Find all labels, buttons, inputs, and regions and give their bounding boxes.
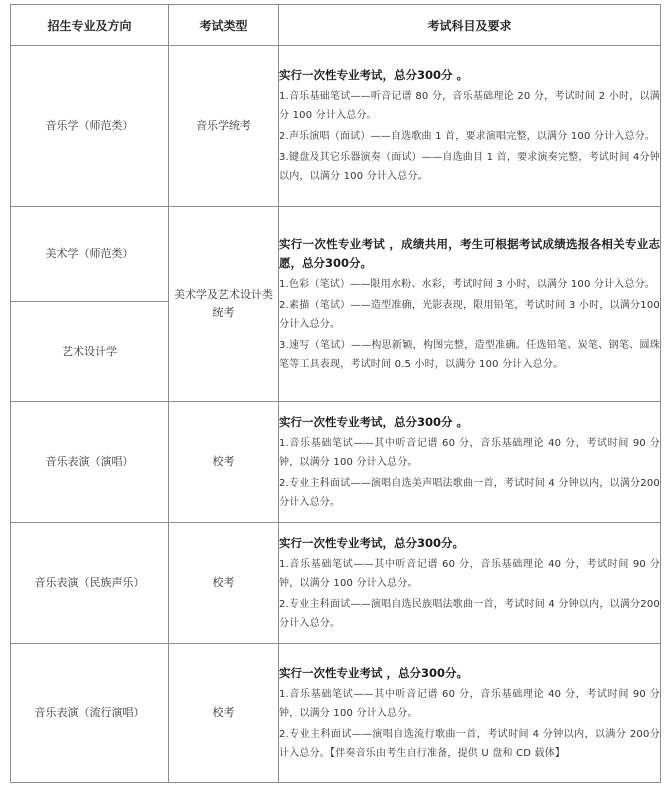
requirement-headline: 实行一次性专业考试 ，总分300分。 xyxy=(279,665,469,680)
requirements-cell xyxy=(279,207,661,402)
requirement-item: 1.音乐基础笔试——其中听音记谱 60 分，音乐基础理论 40 分，考试时间 90 分钟，以满分 100 分计入总分。 xyxy=(279,437,660,468)
requirements-cell xyxy=(279,402,661,523)
major-cell: 音乐表演（演唱） xyxy=(11,402,169,523)
header-exam-type: 考试类型 xyxy=(169,5,279,46)
requirements-cell xyxy=(279,644,661,783)
exam-type-cell: 美术学及艺术设计类统考 xyxy=(169,207,279,402)
table-row xyxy=(11,523,661,644)
requirements-cell xyxy=(279,523,661,644)
major-cell: 音乐学（师范类） xyxy=(11,46,169,207)
requirement-item: 1.音乐基础笔试——其中听音记谱 60 分，音乐基础理论 40 分，考试时间 90 分钟，以满分 100 分计入总分。 xyxy=(279,688,660,719)
major-cell: 艺术设计学 xyxy=(11,302,169,402)
exam-requirements-table xyxy=(10,4,661,783)
requirement-item: 3.键盘及其它乐器演奏（面试）——自选曲目 1 首，要求演奏完整，考试时间 4分钟以内，以满分 100 分计入总分。 xyxy=(279,152,660,182)
exam-type-cell: 音乐学统考 xyxy=(169,46,279,207)
exam-type-cell: 校考 xyxy=(169,644,279,783)
requirement-headline: 实行一次性专业考试，总分300分。 xyxy=(279,535,465,550)
requirement-item: 1.音乐基础笔试——听音记谱 80 分，音乐基础理论 20 分，考试时间 2 小时，以满分 100 分计入总分。 xyxy=(279,91,660,121)
major-cell: 音乐表演（民族声乐） xyxy=(11,523,169,644)
requirement-item: 2.专业主科面试——演唱自选美声唱法歌曲一首，考试时间 4 分钟以内，以满分200 分计入总分。 xyxy=(279,477,660,508)
requirement-headline: 实行一次性专业考试，总分300分 。 xyxy=(279,414,469,429)
header-subjects: 考试科目及要求 xyxy=(279,5,661,46)
exam-type-cell: 校考 xyxy=(169,402,279,523)
exam-type-cell: 校考 xyxy=(169,523,279,644)
table-row xyxy=(11,644,661,783)
requirement-item: 1.音乐基础笔试——其中听音记谱 60 分，音乐基础理论 40 分，考试时间 90 分钟，以满分 100 分计入总分。 xyxy=(279,558,660,589)
requirement-headline: 实行一次性专业考试，总分300分 。 xyxy=(279,68,469,82)
major-cell: 音乐表演（流行演唱） xyxy=(11,644,169,783)
requirement-item: 3.速写（笔试）——构思新颖，构图完整，造型准确。任选铅笔、炭笔、钢笔、圆珠笔等工具表现，考试时间 0.5 小时，以满分 100 分计入总分。 xyxy=(279,339,660,370)
table-row xyxy=(11,207,661,302)
table-row xyxy=(11,46,661,207)
requirement-item: 2.专业主科面试——演唱自选民族唱法歌曲一首，考试时间 4 分钟以内，以满分200 分计入总分。 xyxy=(279,598,660,629)
table-row xyxy=(11,402,661,523)
requirement-item: 1.色彩（笔试）——限用水粉、水彩，考试时间 3 小时，以满分 100 分计入总分。 xyxy=(279,278,656,290)
requirement-item: 2.声乐演唱（面试）——自选歌曲 1 首，要求演唱完整，以满分 100 分计入总分。 xyxy=(279,131,656,142)
header-major: 招生专业及方向 xyxy=(11,5,169,46)
requirement-item: 2.专业主科面试——演唱自选流行歌曲一首，考试时间 4 分钟以内，以满分 200分计入总分。【伴奏音乐由考生自行准备，提供 U 盘和 CD 载体】 xyxy=(279,728,660,759)
requirement-headline: 实行一次性专业考试 ，成绩共用，考生可根据考试成绩选报各相关专业志愿，总分300分。 xyxy=(279,236,660,270)
header-row xyxy=(11,5,661,46)
requirement-item: 2.素描（笔试）——造型准确，光影表现，限用铅笔，考试时间 3 小时，以满分100 分计入总分。 xyxy=(279,299,660,330)
requirements-cell xyxy=(279,46,661,207)
major-cell: 美术学（师范类） xyxy=(11,207,169,302)
